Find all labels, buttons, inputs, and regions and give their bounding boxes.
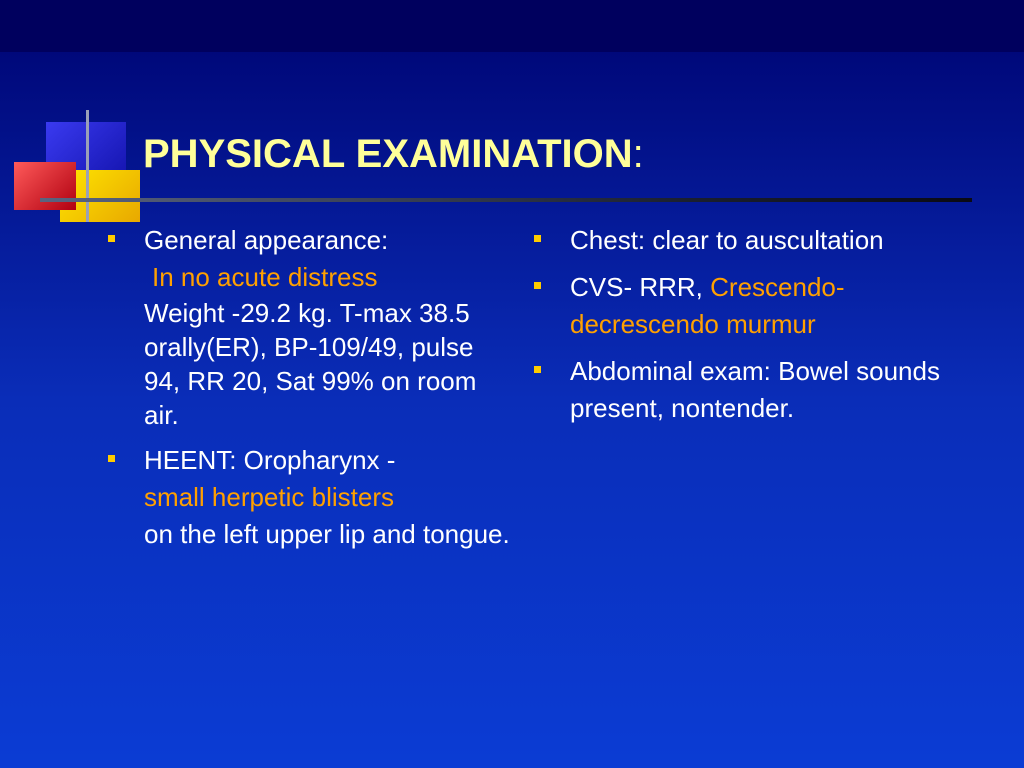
general-appearance-details: Weight -29.2 kg. T-max 38.5 orally(ER), BP-109/49, pulse 94, RR 20, Sat 99% on room air.: [144, 298, 477, 430]
bullet-chest: [526, 222, 966, 259]
general-appearance-highlight: In no acute distress: [152, 262, 378, 292]
bullet-marker-icon: [534, 366, 541, 373]
bullet-abdominal: [526, 353, 966, 427]
chest-text: Chest: clear to auscultation: [570, 225, 884, 255]
vertical-rule: [86, 110, 89, 222]
bullet-general-appearance: [100, 222, 510, 432]
slide-title-text: PHYSICAL EXAMINATION: [143, 132, 633, 176]
bullet-marker-icon: [534, 282, 541, 289]
cvs-prefix: CVS- RRR,: [570, 272, 703, 302]
title-underline: [40, 198, 972, 202]
cvs-highlight: Crescendo-decrescendo murmur: [570, 272, 845, 339]
heent-suffix: on the left upper lip and tongue: [144, 519, 503, 549]
heent-end: .: [502, 519, 510, 549]
bullet-cvs: [526, 269, 966, 343]
bullet-marker-icon: [108, 455, 115, 462]
decorative-squares-logo: [0, 0, 140, 230]
heent-suffix-wrapper: [144, 516, 510, 553]
slide-title: [143, 132, 644, 177]
red-square: [14, 162, 76, 210]
bullet-heent: [100, 442, 510, 553]
slide-title-colon: :: [632, 132, 644, 176]
left-column: [100, 222, 510, 563]
heent-prefix: HEENT: Oropharynx -: [144, 445, 396, 475]
bullet-marker-icon: [108, 235, 115, 242]
bullet-marker-icon: [534, 235, 541, 242]
general-appearance-label: General appearance:: [144, 225, 389, 255]
heent-highlight: small herpetic blisters: [144, 482, 394, 512]
abdominal-text: Abdominal exam: Bowel sounds present, nontender.: [570, 356, 940, 423]
right-column: [526, 222, 966, 437]
top-band: [0, 0, 1024, 52]
